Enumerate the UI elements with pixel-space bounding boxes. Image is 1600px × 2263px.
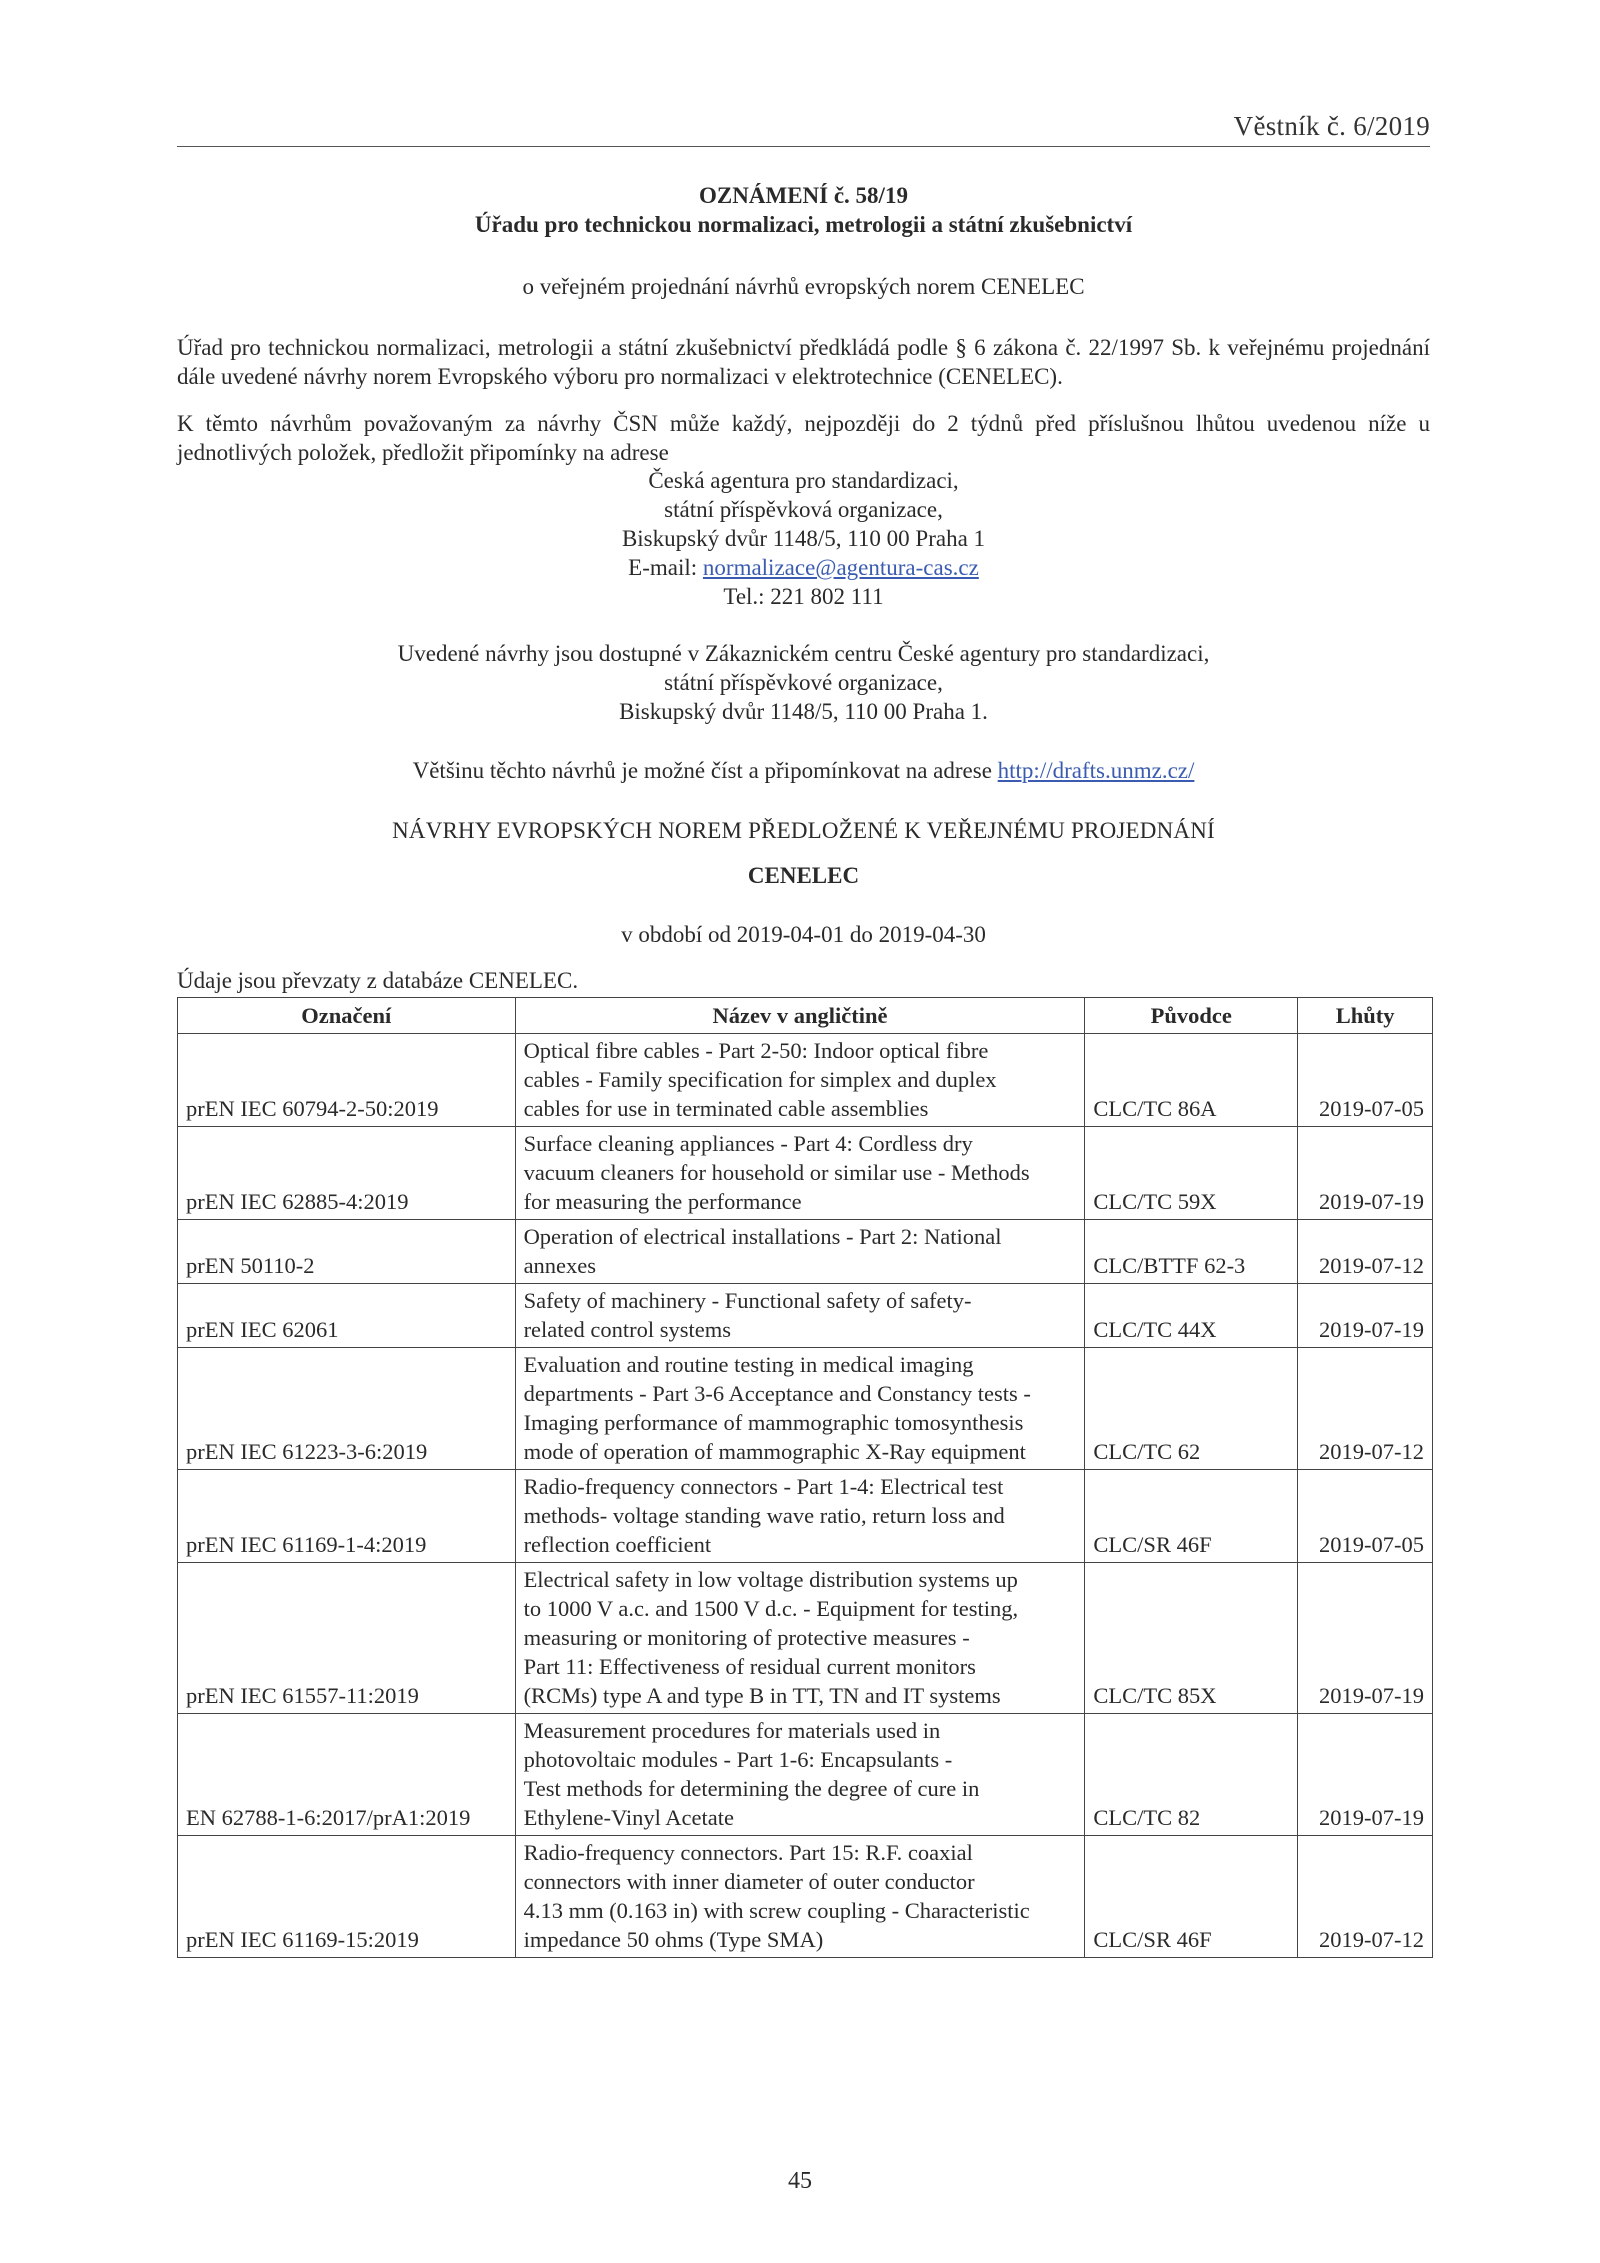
- title-line: mode of operation of mammographic X-Ray equipment: [523, 1439, 1026, 1464]
- norm-originator: CLC/TC 62: [1085, 1348, 1298, 1470]
- norm-deadline: 2019-07-12: [1298, 1348, 1433, 1470]
- drafts-portal-note: [177, 758, 1430, 784]
- norm-deadline: 2019-07-19: [1298, 1563, 1433, 1714]
- title-line: Test methods for determining the degree of cure in: [523, 1776, 980, 1801]
- title-line: Surface cleaning appliances - Part 4: Cordless dry: [523, 1131, 973, 1156]
- address-line: Česká agentura pro standardizaci,: [648, 468, 959, 493]
- column-header-english-title: Název v angličtině: [515, 998, 1085, 1034]
- announcement-authority: Úřadu pro technickou normalizaci, metrologii a státní zkušebnictví: [474, 212, 1133, 237]
- norm-deadline: 2019-07-19: [1298, 1284, 1433, 1348]
- norms-table-body: [178, 1034, 1433, 1958]
- availability-line: státní příspěvkové organizace,: [664, 670, 943, 695]
- address-line: Biskupský dvůr 1148/5, 110 00 Praha 1: [621, 526, 986, 551]
- title-line: Imaging performance of mammographic tomosynthesis: [523, 1410, 1024, 1435]
- journal-header: Věstník č. 6/2019: [1233, 111, 1430, 141]
- norm-english-title: [515, 1348, 1085, 1470]
- announcement-title: OZNÁMENÍ č. 58/19: [699, 183, 908, 208]
- availability-line: Uvedené návrhy jsou dostupné v Zákaznickém centru České agentury pro standardizaci,: [397, 641, 1210, 666]
- norm-originator: CLC/SR 46F: [1085, 1470, 1298, 1563]
- norm-originator: CLC/TC 86A: [1085, 1034, 1298, 1127]
- norm-originator: CLC/TC 82: [1085, 1714, 1298, 1836]
- column-header-deadline: Lhůty: [1298, 998, 1433, 1034]
- norm-designation: prEN IEC 62061: [178, 1284, 516, 1348]
- email-line: [177, 553, 1430, 582]
- norm-designation: prEN IEC 61169-15:2019: [178, 1836, 516, 1958]
- drafts-portal-text: Většinu těchto návrhů je možné číst a připomínkovat na adrese: [412, 758, 998, 783]
- table-row: [178, 1348, 1433, 1470]
- norm-designation: prEN IEC 62885-4:2019: [178, 1127, 516, 1220]
- title-line: methods- voltage standing wave ratio, return loss and: [523, 1503, 1005, 1528]
- norm-english-title: [515, 1470, 1085, 1563]
- norms-table: [177, 997, 1433, 1958]
- column-header-originator: Původce: [1085, 998, 1298, 1034]
- title-line: related control systems: [523, 1317, 732, 1342]
- norm-deadline: 2019-07-19: [1298, 1714, 1433, 1836]
- norm-originator: CLC/TC 85X: [1085, 1563, 1298, 1714]
- title-line: Evaluation and routine testing in medical imaging: [523, 1352, 974, 1377]
- title-line: for measuring the performance: [523, 1189, 802, 1214]
- email-label: E-mail:: [628, 555, 703, 580]
- title-line: Safety of machinery - Functional safety of safety-: [523, 1288, 972, 1313]
- table-row: [178, 1563, 1433, 1714]
- norm-english-title: [515, 1034, 1085, 1127]
- section-title: NÁVRHY EVROPSKÝCH NOREM PŘEDLOŽENÉ K VEŘEJNÉMU PROJEDNÁNÍ: [392, 818, 1215, 843]
- header-divider: [177, 146, 1430, 147]
- table-row: [178, 1284, 1433, 1348]
- table-row: [178, 1034, 1433, 1127]
- norm-deadline: 2019-07-05: [1298, 1034, 1433, 1127]
- norm-english-title: [515, 1714, 1085, 1836]
- availability-block: [177, 639, 1430, 726]
- norm-deadline: 2019-07-19: [1298, 1127, 1433, 1220]
- title-line: photovoltaic modules - Part 1-6: Encapsulants -: [523, 1747, 953, 1772]
- norm-deadline: 2019-07-12: [1298, 1220, 1433, 1284]
- title-line: measuring or monitoring of protective measures -: [523, 1625, 970, 1650]
- period-text: v období od 2019-04-01 do 2019-04-30: [621, 922, 986, 947]
- title-line: cables for use in terminated cable assemblies: [523, 1096, 929, 1121]
- norm-designation: prEN IEC 61557-11:2019: [178, 1563, 516, 1714]
- table-row: [178, 1127, 1433, 1220]
- page-number: 45: [788, 2168, 812, 2194]
- norm-designation: prEN 50110-2: [178, 1220, 516, 1284]
- title-line: Radio-frequency connectors. Part 15: R.F. coaxial: [523, 1840, 973, 1865]
- norm-english-title: [515, 1563, 1085, 1714]
- title-line: 4.13 mm (0.163 in) with screw coupling - Characteristic: [523, 1898, 1030, 1923]
- title-line: to 1000 V a.c. and 1500 V d.c. - Equipment for testing,: [523, 1596, 1019, 1621]
- comments-paragraph: K těmto návrhům považovaným za návrhy ČSN může každý, nejpozději do 2 týdnů před příslušnou lhůtou uvedenou níže u jednotlivých položek, předložit připomínky na adrese: [177, 411, 1430, 465]
- norm-english-title: [515, 1220, 1085, 1284]
- title-line: departments - Part 3-6 Acceptance and Constancy tests -: [523, 1381, 1031, 1406]
- address-block: [177, 466, 1430, 611]
- phone-line: Tel.: 221 802 111: [723, 584, 884, 609]
- norm-english-title: [515, 1836, 1085, 1958]
- organization-title: CENELEC: [747, 863, 860, 888]
- norm-designation: prEN IEC 61169-1-4:2019: [178, 1470, 516, 1563]
- source-note: Údaje jsou převzaty z databáze CENELEC.: [177, 968, 579, 993]
- address-line: státní příspěvková organizace,: [664, 497, 943, 522]
- table-header-row: [178, 998, 1433, 1034]
- norm-originator: CLC/SR 46F: [1085, 1836, 1298, 1958]
- title-line: connectors with inner diameter of outer conductor: [523, 1869, 975, 1894]
- table-row: [178, 1714, 1433, 1836]
- table-row: [178, 1836, 1433, 1958]
- norm-designation: EN 62788-1-6:2017/prA1:2019: [178, 1714, 516, 1836]
- title-line: Operation of electrical installations - Part 2: National: [523, 1224, 1002, 1249]
- table-row: [178, 1220, 1433, 1284]
- title-line: Optical fibre cables - Part 2-50: Indoor optical fibre: [523, 1038, 989, 1063]
- column-header-designation: Označení: [178, 998, 516, 1034]
- title-line: Measurement procedures for materials used in: [523, 1718, 941, 1743]
- title-line: cables - Family specification for simplex and duplex: [523, 1067, 997, 1092]
- norm-deadline: 2019-07-05: [1298, 1470, 1433, 1563]
- availability-line: Biskupský dvůr 1148/5, 110 00 Praha 1.: [619, 699, 988, 724]
- norm-originator: CLC/BTTF 62-3: [1085, 1220, 1298, 1284]
- title-line: reflection coefficient: [523, 1532, 712, 1557]
- norm-originator: CLC/TC 59X: [1085, 1127, 1298, 1220]
- norm-designation: prEN IEC 60794-2-50:2019: [178, 1034, 516, 1127]
- title-line: impedance 50 ohms (Type SMA): [523, 1927, 824, 1952]
- intro-paragraph: Úřad pro technickou normalizaci, metrologii a státní zkušebnictví předkládá podle § 6 zákona č. 22/1997 Sb. k veřejnému projednání dále uvedené návrhy norem Evropského výboru pro normalizaci v elektrotechnice (CENELEC).: [177, 335, 1430, 389]
- title-line: vacuum cleaners for household or similar use - Methods: [523, 1160, 1030, 1185]
- title-line: Electrical safety in low voltage distribution systems up: [523, 1567, 1018, 1592]
- title-line: annexes: [523, 1253, 597, 1278]
- title-line: (RCMs) type A and type B in TT, TN and IT systems: [523, 1683, 1001, 1708]
- norm-deadline: 2019-07-12: [1298, 1836, 1433, 1958]
- title-line: Part 11: Effectiveness of residual current monitors: [523, 1654, 976, 1679]
- announcement-subtitle: o veřejném projednání návrhů evropských norem CENELEC: [522, 274, 1085, 299]
- email-link[interactable]: normalizace@agentura-cas.cz: [702, 555, 979, 580]
- norm-designation: prEN IEC 61223-3-6:2019: [178, 1348, 516, 1470]
- drafts-portal-link[interactable]: http://drafts.unmz.cz/: [997, 758, 1195, 783]
- title-line: Radio-frequency connectors - Part 1-4: Electrical test: [523, 1474, 1004, 1499]
- norm-originator: CLC/TC 44X: [1085, 1284, 1298, 1348]
- title-line: Ethylene-Vinyl Acetate: [523, 1805, 735, 1830]
- norm-english-title: [515, 1284, 1085, 1348]
- table-row: [178, 1470, 1433, 1563]
- norm-english-title: [515, 1127, 1085, 1220]
